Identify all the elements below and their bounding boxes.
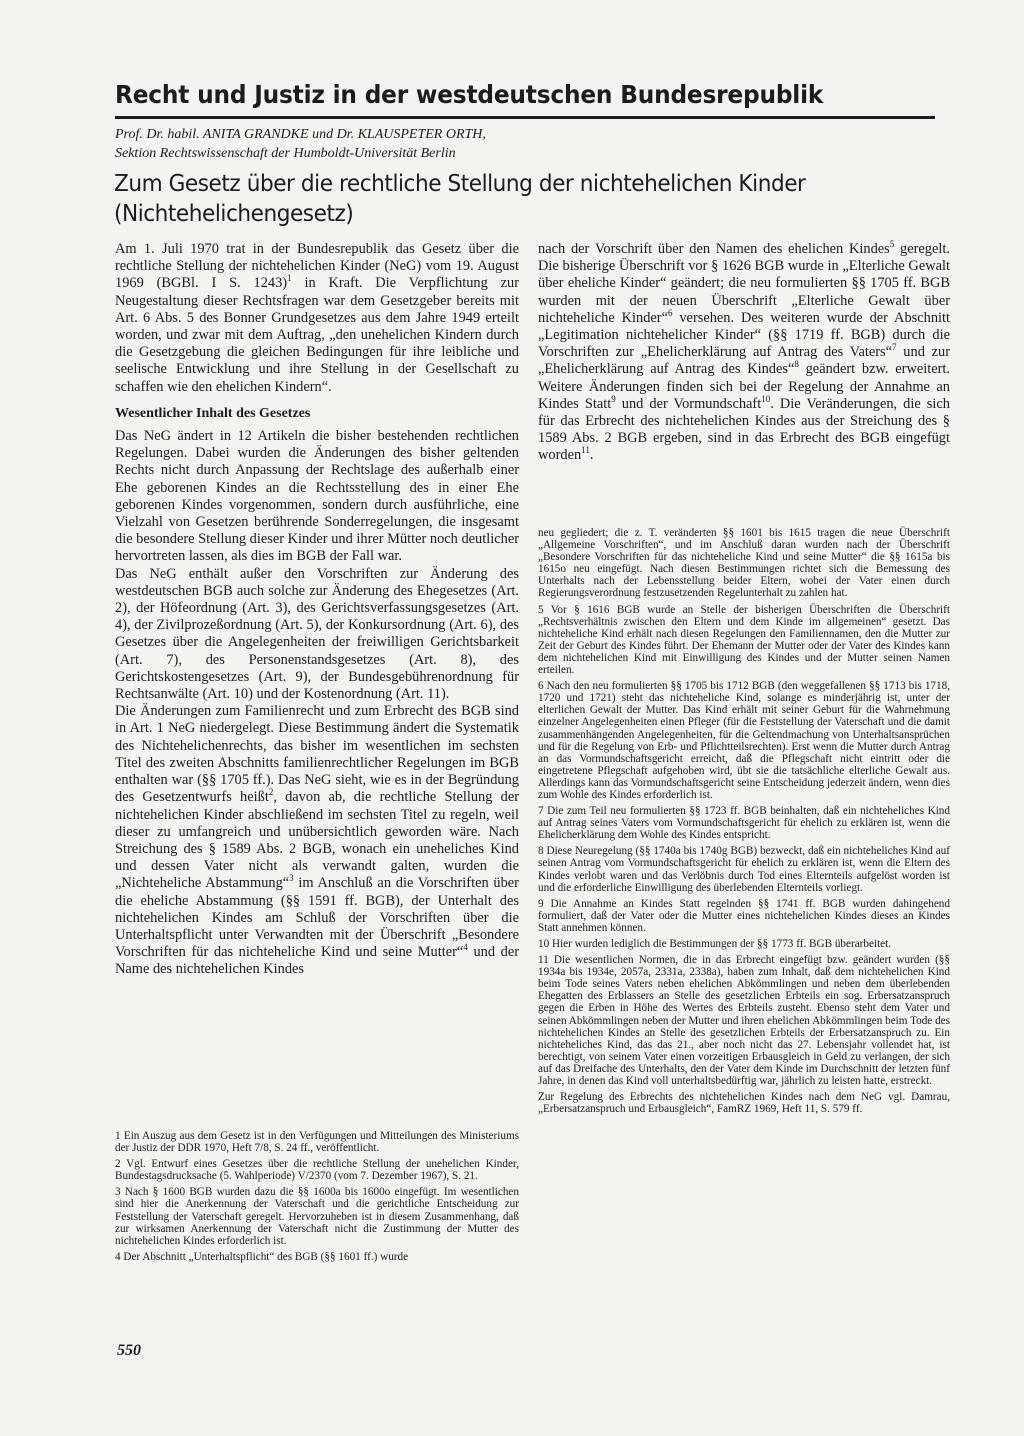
authors-block	[115, 125, 935, 163]
author-prefix: Prof. Dr. habil.	[115, 127, 203, 142]
article-title	[114, 168, 868, 228]
footnote: 1 Ein Auszug aus dem Gesetz ist in den Verfügungen und Mitteilungen des Ministeriums der Justiz der DDR 1970, Heft 7/8, S. 24 ff., veröffentlicht.	[115, 1130, 519, 1155]
footnote: neu gegliedert; die z. T. veränderten §§ 1601 bis 1615 tragen die neue Überschrift „Allgemeine Vorschriften“, und im Anschluß daran wurden nach der Überschrift „Besondere Vorschriften für das nichteheliche Kind und seine Mutter“ die §§ 1615a bis 1615o neu eingefügt. Nach diesen Bestimmungen richtet sich die Bemessung des Unterhalts nach der Lebensstellung beider Eltern, wobei der Vater einen durch Regierungsverordnung festzusetzenden Regelunterhalt zu zahlen hat.	[538, 527, 950, 600]
footnote: 4 Der Abschnitt „Unterhaltspflicht“ des BGB (§§ 1601 ff.) wurde	[115, 1250, 409, 1263]
footnote: 7 Die zum Teil neu formulierten §§ 1723 ff. BGB beinhalten, daß ein nichteheliches Kind auf Antrag seines Vaters vom Vormundschaftsgericht für ehelich zu erklären ist, wenn die Ehelicherklärung dem Wohle des Kindes entspricht.	[538, 805, 950, 842]
footnote: 6 Nach den neu formulierten §§ 1705 bis 1712 BGB (den weggefallenen §§ 1713 bis 1718, 1720 und 1721) steht das nichteheliche Kind, solange es minderjährig ist, unter der elterlichen Gewalt der Mutter. Das Kind erhält mit seiner Geburt für die Wahrnehmung einzelner Angelegenheiten einen Pfleger (für die Feststellung der Vaterschaft und die damit zusammenhängenden Angelegenheiten, für die Geltendmachung von Unterhaltsansprüchen und für die Regelung von Erb- und Pflichtteilsrechten). Erst wenn die Mutter durch Antrag an das Vormundschaftsgericht erreicht, daß die Pflegschaft nicht eintritt oder die eingetretene Pflegschaft aufgehoben wird, übt sie die tatsächliche elterliche Gewalt aus. Allerdings kann das Vormundschaftsgericht seine Entscheidung jederzeit ändern, wenn dies zum Wohle des Kindes erforderlich ist.	[538, 680, 950, 801]
left-column	[115, 241, 519, 979]
paragraph-2: Das NeG ändert in 12 Artikeln die bisher bestehenden rechtlichen Regelungen. Dabei wurden die Änderungen des bisher geltenden Rechts nicht durch Anpassung der Rechtslage des außerhalb einer Ehe geborenen Kindes an die Rechtsstellung des in einer Ehe geborenen Kindes vorgenommen, sondern durch ausführliche, eine Vielzahl von Gesetzen berührende Sonderregelungen, die insgesamt die besondere Stellung dieser Kinder und ihrer Mütter noch deutlicher hervortreten lassen, als dies im BGB der Fall war.	[115, 428, 520, 565]
footnote: 5 Vor § 1616 BGB wurde an Stelle der bisherigen Überschriften die Überschrift „Rechtsverhältnis zwischen den Eltern und dem Kinde im allgemeinen“ gesetzt. Das nichteheliche Kind erhält nach diesen Regelungen den Familiennamen, den die Mutter zur Zeit der Geburt des Kindes führt. Der Ehemann der Mutter oder der Vater des Kindes kann dem nichtehelichen Kind mit Einwilligung des Kindes und der Mutter seinen Namen erteilen.	[538, 603, 950, 677]
author-name-2: KLAUSPETER ORTH,	[357, 127, 486, 142]
section-title: Recht und Justiz in der westdeutschen Bundesrepublik	[115, 80, 824, 109]
right-column	[538, 241, 950, 465]
footnotes-right	[538, 527, 950, 1119]
authors-line	[115, 125, 935, 144]
author-name-1: ANITA GRANDKE	[202, 127, 309, 142]
subheading: Wesentlicher Inhalt des Gesetzes	[115, 405, 311, 421]
article-title-line-2: (Nichtehelichengesetz)	[114, 199, 354, 227]
paragraph-4: Die Änderungen zum Familienrecht und zum Erbrecht des BGB sind in Art. 1 NeG niedergelegt. Diese Bestimmung ändert die Systematik des Nichtehelichenrechts, das bisher im wesentlichen im sechsten Titel des zweiten Abschnitts familienrechtlicher Regelungen im BGB enthalten war (§§ 1705 ff.). Das NeG sieht, wie es in der Begründung des Gesetzentwurfs heißt$^2$, davon ab, die rechtliche Stellung der nichtehelichen Kinder abschließend im sechsten Titel zu regeln, weil dieser zu umfangreich und unübersichtlich geworden wäre. Nach Streichung des § 1589 Abs. 2 BGB, wonach ein uneheliches Kind und dessen Vater nicht als verwandt galten, wurden die „Nichteheliche Abstammung“$^3$ im Anschluß an die Vorschriften über die eheliche Abstammung (§§ 1591 ff. BGB), der Unterhalt des nichtehelichen Kindes am Schluß der Vorschriften über die Unterhaltspflicht unter Verwandten mit der Überschrift „Besondere Vorschriften für das nichteheliche Kind und seine Mutter“$^4$ und der Name des nichtehelichen Kindes	[115, 703, 520, 978]
paragraph-3: Das NeG enthält außer den Vorschriften zur Änderung des westdeutschen BGB auch solche zur Änderung des Ehegesetzes (Art. 2), der Höfeordnung (Art. 3), des Gerichtsverfassungsgesetzes (Art. 4), der Zivilprozeßordnung (Art. 5), der Konkursordnung (Art. 6), des Gesetzes über die Angelegenheiten der freiwilligen Gerichtsbarkeit (Art. 7), des Personenstandsgesetzes (Art. 8), des Gerichtskostengesetzes (Art. 9), der Bundesgebührenordnung für Rechtsanwälte (Art. 10) und der Kostenordnung (Art. 11).	[115, 565, 519, 703]
author-connector: und Dr.	[308, 127, 358, 142]
footnote: 3 Nach § 1600 BGB wurden dazu die §§ 1600a bis 1600o eingefügt. Im wesentlichen sind hier die Anerkennung der Vaterschaft und die gerichtliche Entscheidung zur Feststellung der Vaterschaft geregelt. Hervorzuheben ist in diesem Zusammenhang, daß zur wirksamen Anerkennung der Vaterschaft nicht die Zustimmung der Mutter des nichtehelichen Kindes erforderlich ist.	[115, 1186, 519, 1247]
footnotes-left	[115, 1130, 519, 1267]
footnote: 11 Die wesentlichen Normen, die in das Erbrecht eingefügt bzw. geändert wurden (§§ 1934a bis 1934e, 2057a, 2331a, 2338a), haben zum Inhalt, daß dem nichtehelichen Kind beim Tode seines Vaters neben ehelichen Abkömmlingen und neben dem überlebenden Ehegatten des Erblassers an Stelle des gesetzlichen Erbteils ein sog. Erbersatzanspruch gegen die Erben in Höhe des Wertes des Erbteils zusteht. Ebenso steht dem Vater und seinen Abkömmlingen neben der Mutter und ihren ehelichen Abkömmlingen beim Tode des nichtehelichen Kindes an Stelle des gesetzlichen Erbteils der Erbersatzanspruch zu. Ein nichteheliches Kind, das das 21., aber noch nicht das 27. Lebensjahr vollendet hat, ist berechtigt, von seinem Vater einen vorzeitigen Erbausgleich in Geld zu verlangen, der sich auf das Dreifache des Unterhalts, den der Vater dem Kinde im Durchschnitt der letzten fünf Jahre, in denen das Kind voll unterhaltsbedürftig war, jährlich zu leisten hatte, erstreckt.	[538, 954, 950, 1088]
authors-affiliation: Sektion Rechtswissenschaft der Humboldt-Universität Berlin	[115, 146, 456, 161]
footnote: 2 Vgl. Entwurf eines Gesetzes über die rechtliche Stellung der unehelichen Kinder, Bundestagsdrucksache (5. Wahlperiode) V/2370 (vom 7. Dezember 1967), S. 21.	[115, 1158, 519, 1183]
footnote: Zur Regelung des Erbrechts des nichtehelichen Kindes nach dem NeG vgl. Damrau, „Erbersatzanspruch und Erbausgleich“, FamRZ 1969, Heft 11, S. 579 ff.	[538, 1091, 950, 1116]
section-header	[115, 80, 935, 119]
paragraph-1: Am 1. Juli 1970 trat in der Bundesrepublik das Gesetz über die rechtliche Stellung der nichtehelichen Kinder (NeG) vom 19. August 1969 (BGBl. I S. 1243)$^1$ in Kraft. Die Verpflichtung zur Neugestaltung dieser Rechtsfragen war dem Gesetzgeber bereits mit Art. 6 Abs. 5 des Bonner Grundgesetzes aus dem Jahre 1949 erteilt worden, und zwar mit dem Auftrag, „den unehelichen Kindern durch die Gesetzgebung die gleichen Bedingungen für ihre leibliche und seelische Entwicklung und ihre Stellung in der Gesellschaft zu schaffen wie den ehelichen Kindern“.	[115, 241, 519, 395]
article-title-line-1: Zum Gesetz über die rechtliche Stellung der nichtehelichen Kinder	[114, 169, 806, 197]
footnote: 8 Diese Neuregelung (§§ 1740a bis 1740g BGB) bezweckt, daß ein nichteheliches Kind auf seinen Antrag vom Vormundschaftsgericht für ehelich zu erklären ist, wenn die Eltern des Kindes verlobt waren und das Verlöbnis durch Tod eines Elternteils aufgelöst worden ist und die erforderliche Einwilligung des überlebenden Elternteils vorliegt.	[538, 845, 950, 894]
paragraph-5: nach der Vorschrift über den Namen des ehelichen Kindes$^5$ geregelt. Die bisherige Überschrift vor § 1626 BGB wurde in „Elterliche Gewalt über eheliche Kinder“ geändert; die neu formulierten §§ 1705 ff. BGB wurden mit der neuen Überschrift „Elterliche Gewalt über nichteheliche Kinder“$^6$ versehen. Des weiteren wurde der Abschnitt „Legitimation nichtehelicher Kinder“ (§§ 1719 ff. BGB) durch die Vorschriften zur „Ehelicherklärung auf Antrag des Vaters“$^7$ und zur „Ehelicherklärung auf Antrag des Kindes“$^8$ geändert bzw. erweitert. Weitere Änderungen finden sich bei der Regelung der Annahme an Kindes Statt$^9$ und der Vormundschaft$^{10}$. Die Veränderungen, die sich für das Erbrecht des nichtehelichen Kindes aus der Streichung des § 1589 Abs. 2 BGB ergeben, sind in das Erbrecht des BGB eingefügt worden$^{11}$.	[538, 239, 951, 464]
footnote: 9 Die Annahme an Kindes Statt regelnden §§ 1741 ff. BGB wurden dahingehend formuliert, daß der Vater oder die Mutter eines nichtehelichen Kindes dieses an Kindes Statt annehmen können.	[538, 897, 950, 934]
page-number: 550	[117, 1342, 141, 1359]
footnote: 10 Hier wurden lediglich die Bestimmungen der §§ 1773 ff. BGB überarbeitet.	[538, 938, 892, 950]
